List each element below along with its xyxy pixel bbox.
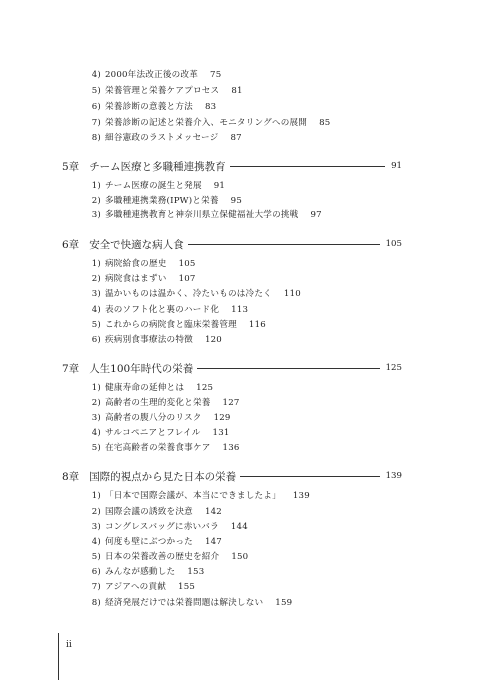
- toc-item: [88, 85, 243, 97]
- toc-item: [88, 521, 248, 533]
- item-page: 155: [178, 582, 196, 592]
- toc-item: [88, 382, 213, 394]
- item-title: 栄養管理と栄養ケアプロセス: [105, 86, 220, 96]
- item-title: 高齢者の生理的変化と栄養: [105, 398, 211, 408]
- toc-item: [88, 101, 216, 113]
- item-title: 病院給食の歴史: [105, 259, 167, 269]
- item-title: 病院食はまずい: [105, 274, 167, 284]
- item-title: アジアへの貢献: [105, 582, 167, 592]
- item-page: 91: [213, 181, 226, 191]
- item-page: 75: [210, 70, 222, 80]
- item-number: 1): [91, 181, 101, 191]
- item-number: 3): [91, 210, 101, 220]
- leader-rule: [197, 368, 379, 369]
- item-number: 7): [91, 118, 101, 128]
- toc-item: [88, 427, 230, 439]
- item-page: 107: [178, 274, 196, 284]
- toc-item: [88, 117, 330, 129]
- item-title: みんなが感動した: [105, 567, 176, 577]
- chapter-page: 125: [385, 363, 402, 373]
- item-title: 高齢者の腹八分のリスク: [105, 413, 202, 423]
- item-page: 87: [230, 133, 242, 143]
- item-title: 国際会議の誘致を決意: [105, 507, 193, 517]
- item-page: 150: [231, 552, 249, 562]
- item-page: 129: [213, 413, 231, 423]
- item-title: 在宅高齢者の栄養食事ケア: [105, 443, 211, 453]
- item-title: サルコペニアとフレイル: [105, 428, 201, 438]
- item-number: 5): [91, 552, 101, 562]
- item-title: 疾病別食事療法の特徴: [105, 335, 193, 345]
- item-title: 表のソフト化と裏のハード化: [105, 305, 220, 315]
- item-number: 2): [91, 398, 101, 408]
- item-number: 3): [91, 413, 101, 423]
- item-number: 1): [91, 259, 101, 269]
- chapter-label: 7章: [62, 362, 80, 375]
- toc-item: [88, 597, 292, 609]
- chapter-label: 6章: [62, 238, 80, 251]
- item-page: 110: [283, 289, 301, 299]
- toc-item: [88, 273, 196, 285]
- item-title: 多職種連携教育と神奈川県立保健福祉大学の挑戦: [105, 210, 299, 220]
- toc-item: [88, 581, 195, 593]
- item-number: 5): [91, 443, 101, 453]
- item-number: 1): [91, 491, 101, 501]
- item-number: 8): [91, 133, 101, 143]
- item-page: 131: [212, 428, 230, 438]
- chapter-page: 91: [391, 161, 402, 171]
- item-number: 2): [91, 196, 101, 206]
- item-page: 120: [204, 335, 222, 345]
- item-title: 健康寿命の延伸とは: [105, 383, 185, 393]
- item-page: 81: [231, 86, 243, 96]
- toc-item: [88, 506, 222, 518]
- chapter-title: 国際的視点から見た日本の栄養: [89, 470, 237, 483]
- leader-rule: [240, 476, 379, 477]
- toc-item: [88, 288, 301, 300]
- item-number: 5): [91, 86, 101, 96]
- toc-item: [88, 490, 310, 502]
- item-title: 日本の栄養改善の歴史を紹介: [105, 552, 220, 562]
- item-page: 125: [196, 383, 214, 393]
- item-page: 136: [222, 443, 240, 453]
- item-number: 6): [91, 335, 101, 345]
- item-number: 6): [91, 102, 101, 112]
- toc-item: [88, 334, 222, 346]
- item-number: 2): [91, 507, 101, 517]
- toc-item: [88, 397, 240, 409]
- item-title: 栄養診断の記述と栄養介入、モニタリングへの展開: [105, 118, 308, 128]
- item-title: 温かいものは温かく、冷たいものは冷たく: [105, 289, 272, 299]
- item-title: 何度も壁にぶつかった: [105, 537, 193, 547]
- item-page: 116: [248, 320, 266, 330]
- chapter-title: チーム医療と多職種連携教育: [89, 160, 226, 173]
- toc-item: [88, 536, 222, 548]
- item-page: 83: [204, 102, 217, 112]
- chapter-page: 105: [385, 239, 402, 249]
- item-title: 「日本で国際会議が、本当にできましたよ」: [105, 491, 281, 501]
- item-number: 2): [91, 274, 101, 284]
- item-page: 113: [231, 305, 249, 315]
- item-title: 2000年法改正後の改革: [105, 70, 199, 80]
- toc-item: [88, 304, 248, 316]
- chapter-label: 8章: [62, 470, 80, 483]
- item-page: 144: [230, 522, 248, 532]
- chapter-heading[interactable]: [62, 360, 402, 376]
- item-number: 4): [91, 428, 101, 438]
- item-page: 159: [275, 598, 293, 608]
- item-number: 4): [91, 305, 101, 315]
- toc-item: [88, 209, 322, 221]
- leader-rule: [188, 244, 380, 245]
- item-page: 85: [319, 118, 331, 128]
- item-number: 5): [91, 320, 101, 330]
- toc-item: [88, 442, 240, 454]
- toc-item: [88, 551, 248, 563]
- item-page: 153: [187, 567, 205, 577]
- item-number: 6): [91, 567, 101, 577]
- chapter-heading[interactable]: [62, 468, 402, 484]
- toc-item: [88, 132, 242, 144]
- toc-item: [88, 566, 204, 578]
- item-page: 147: [204, 537, 222, 547]
- item-title: これからの病院食と臨床栄養管理: [105, 320, 237, 330]
- item-title: 細谷憲政のラストメッセージ: [105, 133, 219, 143]
- item-title: 栄養診断の意義と方法: [105, 102, 193, 112]
- toc-item: [88, 180, 225, 192]
- item-page: 127: [222, 398, 240, 408]
- chapter-heading[interactable]: [62, 236, 402, 252]
- item-title: コングレスバッグに赤いバラ: [105, 522, 219, 532]
- chapter-label: 5章: [62, 160, 80, 173]
- footer-rule: [58, 633, 59, 680]
- toc-item: [88, 258, 196, 270]
- item-page: 97: [310, 210, 322, 220]
- item-page: 105: [178, 259, 196, 269]
- toc-item: [88, 319, 266, 331]
- item-number: 3): [91, 522, 101, 532]
- item-title: 経済発展だけでは栄養問題は解決しない: [105, 598, 264, 608]
- page-number: ii: [66, 640, 72, 650]
- toc-item: [88, 412, 231, 424]
- item-title: チーム医療の誕生と発展: [105, 181, 202, 191]
- toc-item: [88, 195, 242, 207]
- item-page: 95: [230, 196, 242, 206]
- leader-rule: [230, 166, 385, 167]
- chapter-title: 安全で快適な病人食: [89, 238, 184, 251]
- item-page: 139: [292, 491, 310, 501]
- item-title: 多職種連携業務(IPW)と栄養: [105, 196, 219, 206]
- item-number: 4): [91, 537, 101, 547]
- chapter-page: 139: [385, 471, 402, 481]
- item-number: 4): [91, 70, 101, 80]
- item-number: 7): [91, 582, 101, 592]
- item-number: 3): [91, 289, 101, 299]
- item-number: 8): [91, 598, 101, 608]
- chapter-title: 人生100年時代の栄養: [89, 362, 194, 375]
- chapter-heading[interactable]: [62, 158, 402, 174]
- item-page: 142: [204, 507, 222, 517]
- toc-item: [88, 69, 221, 81]
- item-number: 1): [91, 383, 101, 393]
